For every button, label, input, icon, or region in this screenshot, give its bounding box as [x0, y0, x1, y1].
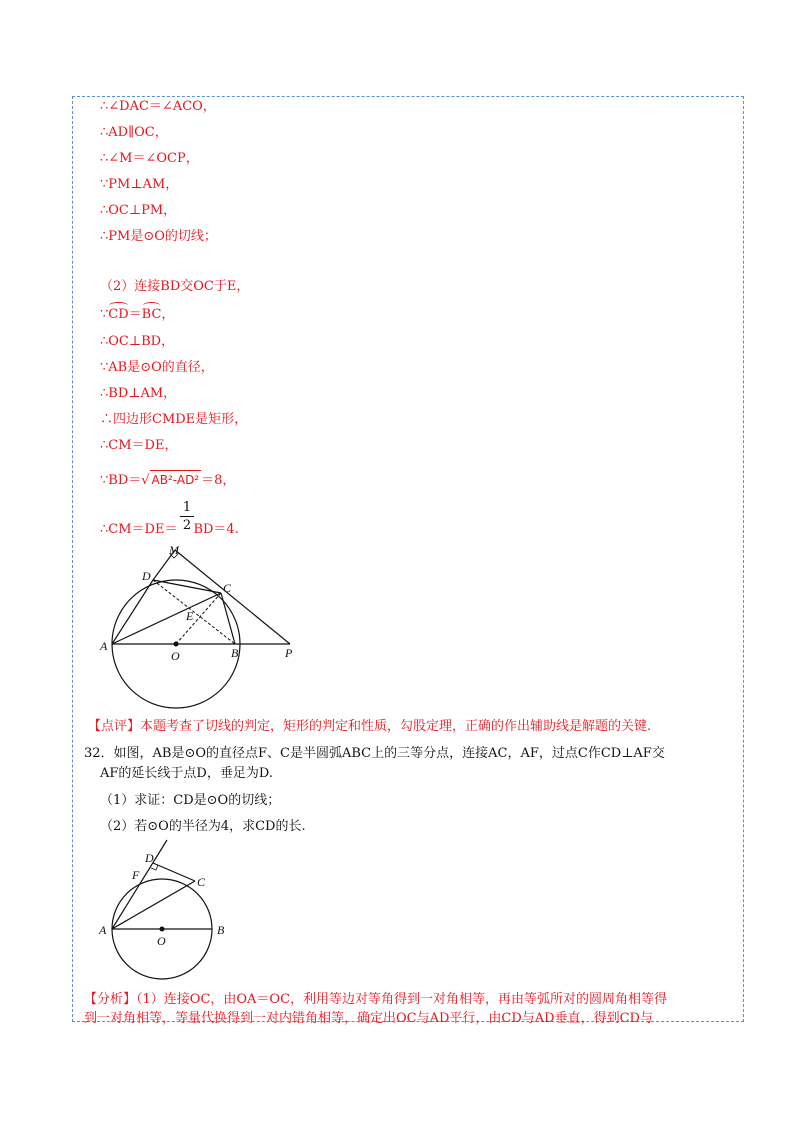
label-o: O — [157, 934, 166, 948]
arc-end: ， — [161, 307, 175, 322]
comment-text: 本题考查了切线的判定，矩形的判定和性质，勾股定理，正确的作出辅助线是解题的关键. — [140, 719, 652, 734]
bd-suffix: ＝8， — [201, 473, 236, 488]
right-angle-mark — [151, 865, 158, 870]
proof-line-3: ∴∠M＝∠OCP， — [100, 151, 199, 166]
line-oc-dashed — [176, 593, 221, 644]
cm-suffix: BD＝4. — [193, 522, 239, 537]
sqrt-sign: √ — [141, 473, 150, 488]
arc-cd: CD — [108, 307, 129, 322]
comment-line — [88, 718, 651, 736]
label-a: A — [99, 923, 107, 937]
arc-equality — [100, 306, 174, 324]
part2-step-1: ∴OC⊥BD， — [100, 334, 175, 349]
q32-line-2: AF的延长线于点D，垂足为D. — [100, 766, 273, 781]
label-f: F — [132, 868, 140, 882]
cm-line — [100, 521, 239, 539]
label-a: A — [100, 639, 108, 653]
label-d: D — [142, 569, 151, 583]
figure-1-circle-tangent — [95, 540, 305, 710]
line-ac — [112, 881, 195, 929]
arc-bc: BC — [141, 307, 162, 322]
center-point — [160, 927, 165, 932]
label-c: C — [223, 581, 232, 595]
label-o: O — [171, 649, 180, 663]
arc-because: ∵ — [100, 307, 109, 322]
q32-sub-2: （2）若⊙O的半径为4，求CD的长. — [100, 819, 306, 834]
line-dc — [153, 580, 221, 593]
label-b: B — [231, 646, 239, 660]
line-ad — [112, 840, 167, 929]
analysis-line-1 — [84, 991, 667, 1009]
fraction-denominator: 2 — [182, 518, 192, 533]
part2-step-4: ∴四边形CMDE是矩形， — [100, 412, 248, 427]
bd-radicand: AB²-AD² — [150, 470, 202, 489]
figure-2-circle — [95, 838, 245, 988]
center-point — [174, 642, 179, 647]
label-b: B — [217, 923, 225, 937]
line-cb — [221, 593, 235, 644]
label-e: E — [186, 609, 194, 623]
line-mp — [175, 550, 290, 644]
q32-sub-1: （1）求证：CD是⊙O的切线； — [100, 793, 281, 808]
analysis-text-1: （1）连接OC，由OA＝OC，利用等边对等角得到一对角相等，再由等弧所对的圆周角相等得 — [136, 992, 668, 1007]
proof-line-6: ∴PM是⊙O的切线； — [100, 229, 217, 244]
proof-line-4: ∵PM⊥AM， — [100, 177, 179, 192]
analysis-tag: 【分析】 — [84, 992, 137, 1007]
cm-prefix: ∴CM＝DE＝ — [100, 522, 178, 537]
label-c: C — [197, 875, 206, 889]
q32-line-1: 32．如图，AB是⊙O的直径点F、C是半圆弧ABC上的三等分点，连接AC，AF，过点C作CD⊥AF交 — [84, 746, 665, 761]
proof-line-5: ∴OC⊥PM， — [100, 203, 177, 218]
line-dc — [153, 863, 195, 881]
label-d: D — [145, 851, 154, 865]
part2-step-3: ∴BD⊥AM， — [100, 386, 177, 401]
label-m: M — [169, 543, 179, 557]
analysis-line-2: 到一对角相等，等量代换得到一对内错角相等，确定出OC与AD平行，由CD与AD垂直，得到CD与 — [84, 1011, 653, 1026]
bd-formula — [100, 470, 235, 490]
label-p: P — [285, 646, 293, 660]
comment-tag: 【点评】 — [88, 719, 141, 734]
bd-prefix: ∵BD＝ — [100, 473, 142, 488]
part2-intro: （2）连接BD交OC于E， — [100, 279, 250, 294]
fraction-numerator: 1 — [182, 500, 192, 515]
proof-line-2: ∴AD∥OC， — [100, 125, 168, 140]
part2-step-2: ∵AB是⊙O的直径， — [100, 360, 214, 375]
part2-step-5: ∴CM＝DE， — [100, 438, 178, 453]
arc-eq: ＝ — [128, 307, 142, 322]
proof-line-1: ∴∠DAC＝∠ACO， — [100, 99, 216, 114]
